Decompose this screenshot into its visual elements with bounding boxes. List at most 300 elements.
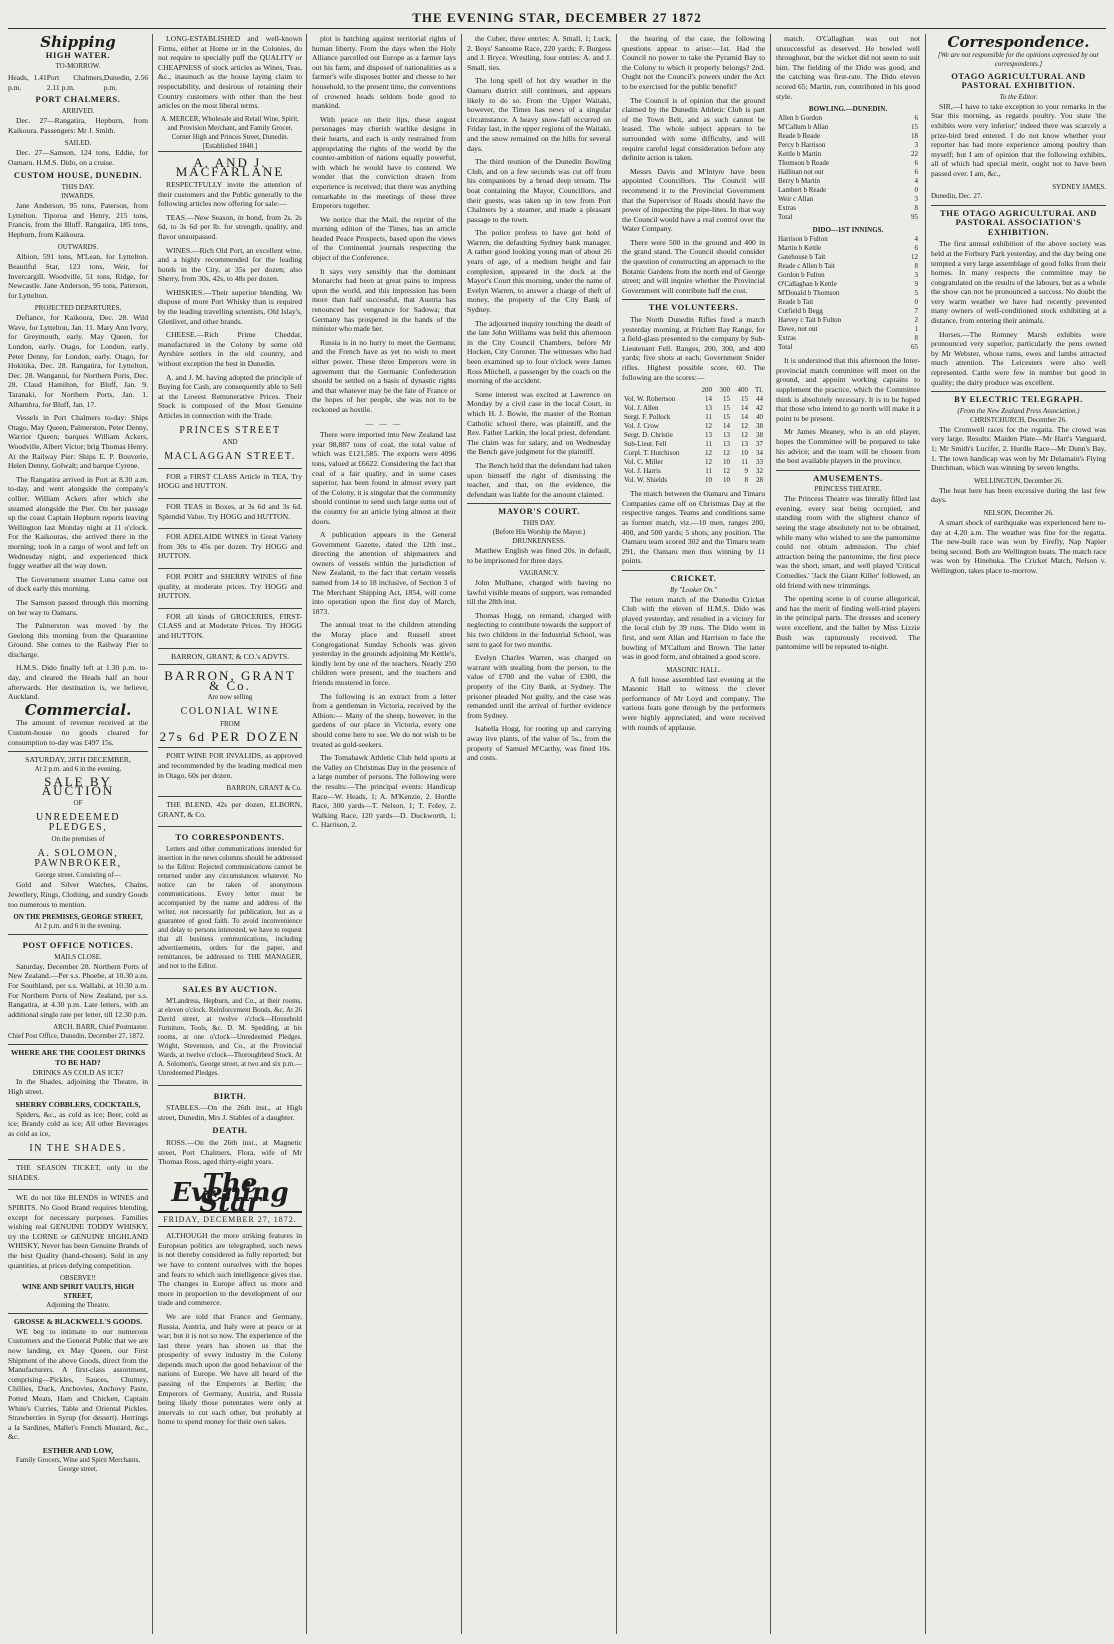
innings-row	[776, 114, 920, 123]
auction-time: At 2 p.m. and 6 in the evening.	[34, 764, 122, 773]
dunedin-innings-heading: BOWLING.—DUNEDIN.	[808, 105, 888, 114]
letter-text: SIR,—I have to take exception to your remarks in the Star this morning, as regards poultry. You state 'the exhibits were very inferior;' indeed there was scarcely a prize-bird bred entered. I do not know whether your reporter has had more experience among poultry than myself; but I am of opinion that the following exhibits, all of which had special merit, ought not to have been passed over. I am, &c.,	[931, 101, 1106, 178]
article-paragraph: The adjourned inquiry touching the death of the late John Williams was held this afternoon in the City Council Chambers, before Mr Hocken, City Coroner. The witnesses who had been examined up to four o'clock were James Ross Mitchell, a passenger by the coach on the morning of the accident.	[467, 318, 611, 386]
innings-cell: 0	[914, 186, 918, 195]
masthead: THE EVENING STAR, DECEMBER 27 1872	[412, 10, 702, 25]
dido-innings-body	[776, 235, 920, 352]
innings-cell: 12	[911, 253, 918, 262]
article-paragraph: The Tomahawk Athletic Club held sports at the Valley on Christmas Day in the presence of a large number of persons. The following were the results:—The principal events: Handicap Race—W. Heads, 1; A. M'Kenzie, 2. Hurdle Race, 300 yards—T. Nelson, 1; T. Foley, 2. Walking Race, 120 yards—D. Duckworth, 1; C. Harrison, 2.	[312, 753, 456, 830]
grocers-address: Family Grocers, Wine and Spirit Merchants, George street.	[15, 1455, 141, 1473]
grocers-advert	[8, 1313, 148, 1476]
article-paragraph: The annual treat to the children attending the Moray place and Russell street Congregational Sunday Schools was given yesterday in the grounds adjoining Mr Kettle's, kindly lent by one of the teachers. Nearly 250 children were present, and the teachers and friends mustered in force.	[312, 620, 456, 687]
innings-cell: Weir c Allan	[778, 195, 814, 204]
tide-table	[8, 73, 148, 92]
score-cell: 11	[741, 458, 749, 467]
post-office-date: Chief Post Office, Dunedin, December 27, 1872.	[8, 1032, 145, 1041]
innings-cell: 95	[911, 213, 918, 222]
innings-cell: 8	[914, 262, 918, 271]
score-header-cell: 200	[701, 386, 712, 395]
innings-cell: 3	[914, 271, 918, 280]
innings-cell: Martin b Kettle	[778, 244, 822, 253]
vaults-location: Adjoining the Theatre.	[46, 1301, 110, 1310]
innings-cell: Allen b Gordon	[778, 114, 822, 123]
shades-location: In the Shades, adjoining the Theatre, in High street.	[8, 1077, 148, 1096]
correspondence-heading: Correspondence.	[947, 34, 1090, 51]
correspondents-heading: TO CORRESPONDENTS.	[175, 832, 285, 843]
article-paragraph: the hearing of the case, the following questions appear to arise:—1st. Had the Council no power to take the Pyramid Bay to the Colony to which it properly belongs? 2nd. Ought not the Council's powers under the Act to be exercised for the public benefit?	[622, 34, 765, 91]
macfarlane-teas: TEAS.—New Season, in bond, from 2s. 2s 6d, to 3s 6d per lb. for strength, quality, and flavor unsurpassed.	[158, 212, 302, 241]
barron-heading: BARRON, GRANT & Co.	[164, 668, 296, 693]
projected-heading: PROJECTED DEPARTURES.	[34, 304, 122, 313]
auction-george: George street. Consisting of—	[35, 871, 121, 880]
article-paragraph: the Cuber, three entries: A. Small, 1; Luck, 2. Boys' Sansome Race, 220 yards: F. Burgess and J. Bryce. Wrestling, four entries: A. and J. Small, ties.	[467, 34, 611, 72]
score-cell: 10	[741, 449, 749, 458]
shades-advert	[8, 1044, 148, 1159]
innings-row	[776, 186, 920, 195]
drunkenness-text: Matthew English was fined 20s. in default, to be imprisoned for three days.	[467, 545, 611, 565]
telegraph-heading: BY ELECTRIC TELEGRAPH.	[931, 391, 1106, 405]
tide-dunedin: Dunedin, 2.56 p.m.	[103, 73, 148, 92]
vagrancy-text: John Mulhane, charged with having no lawful visible means of support, was remanded till the 28th inst.	[467, 578, 611, 607]
invalids-text: PORT WINE FOR INVALIDS, as approved and recommended by the leading medical men in Otago, 60s per dozen.	[158, 751, 302, 780]
drunkenness-heading: DRUNKENNESS.	[512, 536, 566, 545]
maclaggan-street: MACLAGGAN STREET.	[164, 451, 296, 463]
innings-row	[776, 289, 920, 298]
correspondence-note: [We are not responsible for the opinions expressed by our correspondents.]	[937, 50, 1100, 68]
score-cell: 11	[705, 413, 712, 422]
blend-advert	[158, 796, 302, 826]
drinks-answer: DRINKS AS COLD AS ICE?	[32, 1067, 124, 1077]
dunedin-innings-body	[776, 114, 920, 222]
innings-cell: Kettle b Martin	[778, 150, 822, 159]
article-paragraph: With peace on their lips, these august personages may cherish warlike designs in their hearts, and each is only restrained from appropriating the rights of the world by the counter-ambition of nations equally powerful, with which he would have to contend. We wonder that the conviction drawn from experience is received; that there was anything remarkable in the meetings of these three Emperors together.	[312, 114, 456, 211]
mayors-court-heading: MAYOR'S COURT.	[467, 503, 611, 517]
score-cell: 28	[756, 476, 763, 485]
score-cell: 10	[723, 458, 730, 467]
innings-cell: 3	[914, 195, 918, 204]
innings-cell: Harvey c Tait b Fulton	[778, 316, 842, 325]
article-paragraph: The Bench held that the defendant had taken upon himself the right of dismissing the teacher, and that, on the evidence, the defendant was liable for the amount claimed.	[467, 460, 611, 499]
article-paragraph: It says very sensibly that the dominant Monarchs had been at great pains to impress upon the world, and this impression has been more than half successful, that Austria has renounced her vengeance for Sadowa; that Germany has prospered in the hands of the minister who made her.	[312, 266, 456, 334]
leader-paragraph: We are told that France and Germany, Russia, Austria, and Italy were at peace or at war; but it is not so now. The experience of the last three years has shown us that the prosperity of every industry in the Colony depends much upon the good behaviour of the nations of Europe. We have all heard of the passing of the Emperors at Berlin; the Emperors of Germany, Austria, and Russia being likely those potentates were only at intervals to cut each other, but probably at home to spend money for their own sakes.	[158, 1311, 302, 1427]
article-paragraph: The match between the Oamaru and Timaru Companies came off on Christmas Day at the respective ranges. Teams and conditions same as former match, viz.—10 men, ranges 200, 400, and 500 yards; 5 shots, any position. The Oamaru team scored 302 and the Timaru team 291, the Oamaru men thus winning by 11 points.	[622, 489, 765, 566]
score-cell: Vol. C. Miller	[624, 458, 663, 467]
score-cell: Vol. W. Shields	[624, 476, 668, 485]
score-cell: 12	[723, 449, 730, 458]
macfarlane-cheese: CHEESE.—Rich Prime Cheddar, manufactured in the Colony by some old Ayrshire settlers in the old country, and without exception the best in Dunedin.	[158, 330, 302, 369]
innings-cell: Dawe, not out	[778, 325, 818, 334]
score-cell: Sub-Lieut. Fell	[624, 440, 667, 449]
high-water-heading: HIGH WATER.	[45, 49, 111, 60]
score-cell: 12	[741, 422, 749, 431]
column-divider	[461, 34, 462, 1634]
postmaster-name: ARCH. BARR, Chief Postmaster.	[53, 1023, 148, 1032]
column-3	[312, 34, 456, 1634]
barron-wine-advert	[158, 664, 302, 747]
wines-advert	[8, 1189, 148, 1313]
hogg-hutton-groceries: FOR all kinds of GROCERIES, FIRST-CLASS and at Moderate Prices. Try HOGG and HUTTON.	[158, 611, 302, 640]
auction-unredeemed: UNREDEEMED PLEDGES,	[36, 812, 120, 833]
shipping-paragraph: The Palmerston was moved by the Geelong this morning from the Quarantine Ground. She comes to the Railway Pier to discharge.	[8, 621, 148, 659]
post-office-notice	[8, 934, 148, 1044]
cricket-paragraph: match. O'Callaghan was out not unsuccessful as deserved. He bowled well throughout, but the wicket did not seem to suit him. The fielding of the Dido was good, and the catching was first-rate. The Dido eleven scored 65; Martin, run, contributed in his good style.	[776, 34, 920, 101]
innings-cell: 8	[914, 204, 918, 213]
auction-premises: On the premises of	[51, 835, 105, 844]
macfarlane-adopted: A. and J. M. having adopted the principle of Buying for Cash, are consequently able to Sell at the Lowest Remunerative Prices. Their Stock is composed of the Most Genuine Articles in connection with the Trade.	[158, 372, 302, 420]
column-divider	[306, 34, 307, 1634]
innings-row	[776, 280, 920, 289]
innings-cell: Lambert b Reade	[778, 186, 827, 195]
article-paragraph: Some interest was excited at Lawrence on Monday by a civil case in the local Court, in which H. J. Bowie, the master of the Roman Catholic school there, was plaintiff, and the Rev. Father Larkin, the local priest, defendant. The claim was for salary, and on Wednesday the Bench gave judgment for the plaintiff.	[467, 389, 611, 457]
macfarlane-whisky: WHISKIES.—Their superior blending. We dispose of more Port Whisky than is required by the leading travelling scientists, Old Islay's, Glenlivet, and other brands.	[158, 287, 302, 326]
wine-price: 27s 6d PER DOZEN	[159, 728, 301, 744]
paper-date: FRIDAY, DECEMBER 27, 1872.	[158, 1211, 302, 1228]
otago-letter-heading: OTAGO AGRICULTURAL AND PASTORAL EXHIBITION.	[951, 70, 1086, 91]
shipping-paragraph: H.M.S. Dido finally left at 1.30 p.m. to-day, and cleared the Heads half an hour afterwards. Her destination is, we believe, Auckland.	[8, 663, 148, 702]
tide-port: Port Chalmers, 2.11 p.m.	[46, 73, 104, 92]
innings-cell: M'Callum b Allan	[778, 123, 829, 132]
season-advert	[8, 1159, 148, 1189]
cricket-byline: By "Looker On."	[670, 585, 717, 594]
tide-heads: Heads, 1.41 p.m.	[8, 73, 47, 92]
innings-cell: 18	[911, 132, 918, 141]
score-cell: 38	[756, 431, 763, 440]
innings-cell: 4	[914, 177, 918, 186]
macfarlane-wines: WINES.—Rich Old Port, an excellent wine, and a highly recommended for the leading hotels in the City, at 35s per dozen; also Sherry, from 30s, 42s, to 48s per dozen.	[158, 245, 302, 284]
innings-row	[776, 307, 920, 316]
score-cell: 44	[756, 395, 763, 404]
auction-advert	[8, 751, 148, 934]
letter-signature: SYDNEY JAMES.	[1052, 182, 1106, 191]
score-cell: 8	[744, 476, 749, 485]
innings-cell: 8	[914, 334, 918, 343]
score-cell: 12	[704, 458, 712, 467]
innings-cell: Reade c Allen b Tait	[778, 262, 835, 271]
score-row	[622, 422, 765, 431]
birth-text: STABLES.—On the 26th inst., at High street, Dunedin, Mrs J. Stables of a daughter.	[158, 1103, 302, 1122]
grocers-name: ESTHER AND LOW,	[42, 1445, 114, 1455]
masonic-text: A full house assembled last evening at the Masonic Hall to witness the clever performance of Mr Loyd and company. The various feats gone through by the performers were highly appreciated, and were received with rounds of applause.	[622, 674, 765, 732]
innings-cell: M'Donald b Thomson	[778, 289, 840, 298]
barron-advts-label: BARRON, GRANT, & CO.'s ADVTS.	[158, 648, 302, 665]
score-cell: 14	[704, 395, 712, 404]
score-row	[622, 404, 765, 413]
score-cell: 9	[744, 467, 749, 476]
shipping-heading: Shipping	[40, 34, 116, 51]
innings-cell: Extras	[778, 334, 796, 343]
article-paragraph: plot is hatching against territorial rights of human liberty. From the days when the Holy Alliance parcelled out Europe as a farmer lays out his farm, and disposed of nationalities as a farmer's wife disposes butter and cheese to her household, to the present time, the conventions of crowned heads seldom bode good to mankind.	[312, 34, 456, 111]
innings-row	[776, 195, 920, 204]
macfarlane-intro: RESPECTFULLY invite the attention of their customers and the Public generally to the following articles now offering for sale:—	[158, 179, 302, 209]
sales-notice	[158, 978, 302, 1085]
auction-solomon: A. SOLOMON, PAWNBROKER,	[34, 848, 122, 869]
score-cell: 32	[756, 467, 763, 476]
innings-cell: Thomson b Reade	[778, 159, 829, 168]
auction-of: OF	[73, 799, 83, 807]
to-editor: To the Editor.	[999, 92, 1038, 101]
innings-row	[776, 316, 920, 325]
score-row	[622, 431, 765, 440]
amusements-heading: AMUSEMENTS.	[776, 470, 920, 484]
innings-cell: 6	[914, 159, 918, 168]
innings-cell: Gatehouse b Tait	[778, 253, 826, 262]
innings-row	[776, 325, 920, 334]
auction-date: SATURDAY, 28TH DECEMBER,	[25, 755, 131, 765]
article-paragraph: A publication appears in the General Government Gazette, dated the 12th inst., directing the attention of shipmasters and owners of vessels within the jurisdiction of New Zealand, to the fact that certain vessels named from 14 to 18 inclusive, of Section 3 of The Merchant Shipping Act, 1854, will come into operation upon the first day of March, 1873.	[312, 530, 456, 616]
masthead-rule	[8, 28, 1106, 29]
article-paragraph: The following is an extract from a letter from a gentleman in Victoria, received by the Albion:— Many of the sheep, however, in the gardens of our place in Victoria, every one should come here to see. We do not wish to be treated as gold-seekers.	[312, 691, 456, 749]
innings-cell: Reade b Reade	[778, 132, 820, 141]
score-cell: 12	[741, 431, 749, 440]
cricket-text: The return match of the Dunedin Cricket Club with the eleven of H.M.S. Dido was played yesterday, and resulted in a victory for the local club by 39 runs. The Dido went in first, and sent Allan and Harrison to face the bowling of M'Callum and Brown. The latter was in good form, and obtained a good score.	[622, 594, 765, 662]
innings-row	[776, 177, 920, 186]
article-paragraph: There were 500 in the ground and 400 in the grand stand. The Council should consider the question of constructing an approach to the Botanic Gardens from the north end of George street; and will inquire whether the Provincial Government will contribute half the cost.	[622, 237, 765, 295]
tomorrow-label: TO-MORROW.	[55, 62, 101, 71]
volunteers-text: The North Dunedin Rifles fired a match yesterday morning, at Frichett Bay Range, for a field-glass presented to the company by Sub-Lieutenant Fell. Ranges, 200, 300, and 400 yards; five shots at each; Government Snider rifles. Highest possible score, 60. The following are the scores:—	[622, 315, 765, 382]
score-row	[622, 458, 765, 467]
innings-cell: 2	[914, 316, 918, 325]
column-5	[622, 34, 765, 1634]
innings-row	[776, 298, 920, 307]
innings-cell: Gordon b Fulton	[778, 271, 825, 280]
court-paragraph: Evelyn Charles Warren, was charged on warrant with stealing from the person, to the value of £700 and the value of £300, the property of the City Bank, at Sydney. The prisoner pleaded Not guilty, and the case was remanded until the arrival of further evidence from Sydney.	[467, 653, 611, 720]
shipping-paragraph: The Samson passed through this morning on her way to Oamaru.	[8, 597, 148, 617]
now-selling: Are now selling	[207, 693, 253, 702]
score-cell: 33	[756, 458, 763, 467]
shipping-paragraph: The Rangatira arrived in Port at 8.30 a.m. to-day, and went alongside the company's collier. William Ackers after which she steamed alongside the Pier. On her passage up the coast Captain Hepburn reports leaving Wellington last Monday night at 11 o'clock. For the Kaikouras, she arrived there in the morning; took in a cargo of wool and left on Wednesday night, and experienced thick foggy weather all the way down.	[8, 474, 148, 571]
innings-cell: Percy b Harrison	[778, 141, 826, 150]
mercer-established: [Established 1848.]	[202, 141, 258, 150]
innings-row	[776, 244, 920, 253]
article-paragraph: There were imported into New Zealand last year 98,887 tons of coal, the total value of which was £121,585. The exports were 4096 tons, valued at £6622. Considering the fact that coal of a fair quality, and in some cases superior, has been found in almost every part of the Colony, it is singular that the community should continue to send such large sums out of the country for an article lying almost at their doors.	[312, 430, 456, 526]
arrived-text: Dec. 27—Rangatira, Hepburn, from Kaikoura. Passengers: Mr J. Smith.	[8, 115, 148, 135]
innings-cell: 3	[914, 141, 918, 150]
innings-cell: Cutfield b Begg	[778, 307, 823, 316]
nelson-text: A smart shock of earthquake was experienced here to-day at 4.20 a.m. The weather was fine for the regatta. The new-built race was won by Firefly, Nap Napier being second. Both are Wellington boats. The match race was won by Hinehuka. The Cricket Match, Nelson v. Wellington, takes place to-morrow.	[931, 517, 1106, 575]
innings-cell: 4	[914, 235, 918, 244]
innings-row	[776, 334, 920, 343]
hogg-hutton-advert	[158, 468, 302, 498]
score-cell: 10	[723, 476, 730, 485]
score-cell: Sergt. D. Christie	[624, 431, 673, 440]
dunedin-innings-table	[776, 114, 920, 222]
article-paragraph: Messrs Davis and M'Intyre have been appointed Councillors. The Council will recommend it to the Provincial Government that the Supervisor of Roads should have the power of inspecting the pipe-lines. In that way the Council would have a real control over the Water Company.	[622, 166, 765, 234]
projected-text: Defiance, for Kaikoura, Dec. 28. Wild Wave, for Lyttelton, Jan. 11. Mary Ann Ivory, for Greymouth, early. May Queen, for London, early. Otago, for London, early. Peter Denny, for London, early. Otago, for Hokitika, Dec. 28. Rangatira, for Lyttelton, Dec. 28. Wanganui, for Northern Ports, Dec. 28. Claud Hamilton, for Bluff, Jan. 9. Taranaki, for Northern Ports, Jan. 1. Alhambra, for Bluff, Jan. 17.	[8, 313, 148, 409]
article-paragraph: The long spell of hot dry weather in the Oamaru district still continues, and appears likely to do so. From the Upper Waitaki, however, the Times has news of a singular circumstance. A heavy snow-fall occurred on Friday last, in the upper regions of the Waitaki, and the snow remained on the hills for several days.	[467, 76, 611, 153]
shipping-paragraph: The Government steamer Luna came out of dock early this morning.	[8, 574, 148, 594]
innings-row	[776, 168, 920, 177]
innings-row	[776, 235, 920, 244]
innings-row	[776, 262, 920, 271]
mails-text: Saturday, December 28. Northern Ports of New Zealand.—Per s.s. Phoebe, at 10.30 a.m. For Southland, per s.s. Wallabi, at 10.30 a.m. For Northern Ports of New Zealand, per s.s. Rangatira, at 4.30 p.m. Late letters, with an additional single rate per letter, till 12.30 p.m.	[8, 961, 148, 1019]
sherry-heading: SHERRY COBBLERS, COCKTAILS,	[15, 1100, 141, 1110]
score-cell: 42	[756, 404, 763, 413]
innings-cell: Reade b Tait	[778, 298, 814, 307]
innings-row	[776, 132, 920, 141]
paper-title: The Evening Star	[171, 1168, 289, 1218]
innings-cell: Hallinan not out	[778, 168, 824, 177]
letter-date: Dunedin, Dec. 27.	[931, 191, 983, 200]
article-paragraph: The Council is of opinion that the ground claimed by the Dunedin Athletic Club is part of the Town Belt, and as such cannot be leased. The whole subject appears to be surrounded with some difficulty, and will require careful legal consideration before any definite action is taken.	[622, 95, 765, 163]
cricket-heading: CRICKET.	[622, 570, 765, 584]
innings-cell: 65	[911, 343, 918, 352]
mercer-signature: A. MERCER, Wholesale and Retail Wine, Spirit, and Provision Merchant, and Family Grocer, Corner High and Princes Street, Dunedin.	[161, 114, 299, 141]
birth-heading: BIRTH.	[213, 1090, 247, 1101]
post-office-heading: POST OFFICE NOTICES.	[22, 940, 134, 951]
column-divider	[925, 34, 926, 1634]
innings-cell: Extras	[778, 204, 796, 213]
shipping-paragraph: Vessels in Port Chalmers to-day: Ships Otago, May Queen, Palmerston, Peter Denny, Warrior Queen; barques William Ackers, Woodville, Albert Victor; brig Thomas Henry. At the Railway Pier: Ships E. P. Bouverie, Helen Denny, Golwalt; and barque Cyrene.	[8, 413, 148, 471]
column-1	[8, 34, 148, 1634]
score-cell: 13	[741, 440, 749, 449]
theatre-heading: PRINCESS THEATRE.	[814, 485, 882, 494]
hogg-hutton-advert	[158, 568, 302, 608]
score-row	[622, 395, 765, 404]
score-row	[622, 467, 765, 476]
in-the-shades: IN THE SHADES.	[29, 1142, 127, 1154]
hogg-hutton-boxes: FOR TEAS in Boxes, at 3s 6d and 3s 6d. Splendid Value. Try HOGG and HUTTON.	[158, 501, 302, 521]
macfarlane-advert	[158, 151, 302, 468]
innings-cell: 22	[911, 150, 918, 159]
innings-cell: O'Callaghan b Kettle	[778, 280, 837, 289]
court-paragraph: Isabella Hogg, for rooting up and carrying away live plants, of the value of 5s., from the property of Samuel M'Carthy, was fined 10s. and costs.	[467, 724, 611, 763]
innings-cell: 6	[914, 244, 918, 253]
court-paragraph: Thomas Hogg, on remand, charged with neglecting to contribute towards the support of his two children in the Industrial School, was sent to gaol for two months.	[467, 610, 611, 649]
vagrancy-heading: VAGRANCY.	[519, 569, 559, 578]
customs-heading: CUSTOM HOUSE, DUNEDIN.	[13, 170, 143, 181]
score-cell: 11	[705, 440, 712, 449]
score-cell: 11	[705, 467, 712, 476]
wellington-text: The heat here has been excessive during the last few days.	[931, 485, 1106, 505]
correspondents-notice	[158, 826, 302, 978]
christchurch-text: The Cromwell races for the regatta. The crowd was very large. Results: Maiden Plate—Mr Hart's Vanguard, 1; Mr Smith's Lucifer, 2. Hurdle Race—Mr Dunn's Bay, 1. The town handicap was won by Mr Delamain's Flying Dutchman, which was winning by seven lengths.	[931, 424, 1106, 473]
grocers-heading: GROSSE & BLACKWELL'S GOODS.	[13, 1317, 143, 1327]
auction-premises2: ON THE PREMISES, GEORGE STREET,	[13, 913, 143, 922]
score-cell: 34	[756, 449, 763, 458]
christchurch-dateline: CHRISTCHURCH, December 26.	[970, 415, 1067, 424]
innings-row	[776, 253, 920, 262]
sailed-heading: SAILED.	[64, 139, 92, 148]
innings-cell: 6	[914, 114, 918, 123]
score-cell: 15	[723, 404, 730, 413]
sherry-text: Spiders, &c., as cold as ice; Beer, cold as ice; Brandy cold as ice; All other Beverages as cold as ice,	[8, 1109, 148, 1139]
death-text: ROSS.—On the 26th inst., at Magnetic street, Port Chalmers, Flora, wife of Mr Thomas Ross, aged thirty-eight years.	[158, 1138, 302, 1167]
innings-cell: 7	[914, 307, 918, 316]
sailed-text: Dec. 27—Samson, 124 tons, Eddie, for Oamaru. H.M.S. Dido, on a cruise.	[8, 148, 148, 167]
score-header-cell: Tl.	[755, 386, 763, 395]
hogg-hutton-advert	[158, 498, 302, 528]
score-cell: 14	[723, 422, 730, 431]
score-cell: Vol. J. Crow	[624, 422, 659, 431]
exhibition-heading: THE OTAGO AGRICULTURAL AND PASTORAL ASSOCIATION'S EXHIBITION.	[931, 205, 1106, 238]
score-cell: Vol. W. Robertson	[624, 395, 676, 404]
observe-label: OBSERVE!!	[60, 1274, 96, 1283]
innings-row	[776, 204, 920, 213]
score-cell: 14	[741, 413, 749, 422]
column-4	[467, 34, 611, 1634]
invalids-signature: BARRON, GRANT & Co.	[226, 784, 302, 793]
score-row	[622, 449, 765, 458]
colonial-wine: COLONIAL WINE	[180, 706, 280, 718]
vaults-name: WINE AND SPIRIT VAULTS, HIGH STREET,	[22, 1283, 134, 1301]
princes-street: PRINCES STREET	[179, 424, 281, 436]
innings-row	[776, 150, 920, 159]
blend-text: THE BLEND, 42s per dozen, ELBORN, GRANT, & Co.	[158, 800, 302, 819]
auction-time2: At 2 p.m. and 6 in the evening.	[34, 922, 122, 931]
season-ticket: THE SEASON TICKET, only in the SHADES.	[8, 1163, 148, 1182]
score-header-cell	[622, 386, 696, 395]
score-cell: 13	[723, 440, 730, 449]
wines-text: WE do not like BLENDS in WINES and SPIRITS. No Good Brand requires blending, except for necessary purposes. Families wishing real GENUINE TODDY WHISKY, try the LORNE or GENUINE HIGHLAND WHISKY, Never has been Genuine Brands of the best Quality (hand-chosen). Sold in any quantities, at prices defying competition.	[8, 1193, 148, 1270]
birth-notice	[158, 1085, 302, 1174]
innings-row	[776, 123, 920, 132]
hogg-hutton-tea: FOR a FIRST CLASS Article in TEA, Try HOGG and HUTTON.	[158, 471, 302, 491]
article-paragraph: We notice that the Mail, the reprint of the morning edition of the Times, has an article headed Peace Prospects, based upon the views of the Continental journals respecting the object of the Conference.	[312, 214, 456, 263]
auction-goods: Gold and Silver Watches, Chains, Jewellery, Rings, Clothing, and sundry Goods too numerous to mention.	[8, 880, 148, 909]
exhibition-text: The first annual exhibition of the above society was held at the Forbury Park yesterday, and the day being one tempted a very large assemblage of good folks from their homes. In many respects the committee may be congratulated on the results of the labours, but as a whole the show can not be pronounced a success. No doubt the very warm weather we have had recently prevented many owners of well-conditioned stock exhibiting at a distance, from entering their animals.	[931, 239, 1106, 326]
cricket-paragraph: Mr James Meaney, who is an old player, hopes the Committee will be prepared to take his advice; and the team will be chosen from the best available players in the province.	[776, 427, 920, 466]
port-chalmers-heading: PORT CHALMERS.	[35, 94, 121, 105]
innings-row	[776, 343, 920, 352]
hogg-hutton-advert	[158, 528, 302, 568]
score-cell: 38	[756, 422, 763, 431]
hogg-hutton-advert	[158, 608, 302, 648]
score-cell: 12	[704, 422, 712, 431]
exhibition-text: Horses.—The Romney Marsh exhibits were pronounced very superior, particularly the pens owned by Mr Webster, whose rams, ewes and lambs attracted much attention. The Leicesters were also well represented. Cattle were few in number but good in quality; the dairy produce was excellent.	[931, 329, 1106, 387]
arrived-heading: ARRIVED.	[61, 106, 95, 115]
innings-cell: 15	[911, 123, 918, 132]
score-cell: Vol. J. Harris	[624, 467, 661, 476]
innings-row	[776, 213, 920, 222]
score-cell: 37	[756, 440, 763, 449]
hogg-hutton-port: FOR PORT and SHERRY WINES of fine quality, at moderate prices. Try HOGG and HUTTON.	[158, 571, 302, 601]
innings-cell: 9	[914, 280, 918, 289]
sales-heading: SALES BY AUCTION.	[182, 984, 278, 995]
correspondents-text: Letters and other communications intended for insertion in the news columns should be addressed to the Editor. Rejected communications cannot be returned under any circumstances whatever. No notice can be taken of anonymous communications. Every letter must be accompanied by the name and address of the writer, not necessarily for publication, but as a guarantee of good faith. To avoid inconvenience and delay to persons interested, we have to request that all business communications, including advertisements, orders for the paper, and remittances, be addressed to THE MANAGER, and not to the Editor.	[158, 845, 302, 971]
score-cell: Vol. J. Allen	[624, 404, 659, 413]
score-cell: Corpl. T. Hutchison	[624, 449, 680, 458]
score-cell: 15	[741, 395, 749, 404]
dido-innings-heading: DIDO—1ST INNINGS.	[812, 226, 884, 235]
death-heading: DEATH.	[212, 1125, 248, 1136]
sales-text: M'Landress, Hepburn, and Co., at their rooms, at eleven o'clock. Reinforcement Bonds, &c. At 26 David street, at twelve o'clock—Household Furniture, Tools, &c. D. M. Spedding, at his rooms, at one o'clock—Unredeemed Pledges. Wright, Stevenson, and Co., at the Provincial Wards, at twelve o'clock—Thoroughbred Stock. At A. Solomon's, George street, at two and six p.m.—Unredeemed Pledges.	[158, 996, 302, 1077]
score-cell: Sergt. F. Pollock	[624, 413, 671, 422]
innings-cell: 0	[914, 298, 918, 307]
nelson-dateline: NELSON, December 26.	[983, 508, 1054, 517]
mayors-court-day: THIS DAY.	[522, 518, 556, 527]
score-row	[622, 440, 765, 449]
section-divider: — — —	[365, 418, 403, 428]
column-2	[158, 34, 302, 1634]
column-divider	[770, 34, 771, 1634]
innings-cell: 6	[914, 168, 918, 177]
mayors-court-before: (Before His Worship the Mayor.)	[492, 527, 586, 536]
from-label: FROM	[220, 719, 240, 728]
innings-row	[776, 141, 920, 150]
score-cell: 14	[741, 404, 749, 413]
outwards-heading: OUTWARDS.	[57, 243, 99, 252]
innings-cell: 1	[914, 325, 918, 334]
mercer-advert-text: LONG-ESTABLISHED and well-known Firms, either at Home or in the Colonies, do not require to specially puff the QUALITY or CHEAPNESS of stock articles as Wines, Teas, &c., inasmuch as the house laying claim to respectability, and desirous of retaining their Country customers with other than the best articles on the most liberal terms.	[158, 34, 302, 111]
grocers-text: WE beg to intimate to our numerous Customers and the General Public that we are now landing, ex May Queen, our First Shipment of the above Goods, direct from the Manufacturers. A first-class assortment, comprising—Pickles, Sauces, Chutney, Chillies, Duck, Anchovies, Anchovy Paste, Potted Meats, Ham and Chicken, Captain White's Curries, Table and Oriental Pickles. Strawberries in Syrup (for dessert). Herrings a la Sardines, Mallet's French Mustard, &c., &c.	[8, 1326, 148, 1442]
score-cell: 12	[704, 449, 712, 458]
article-paragraph: Russia is in no hurry to meet the Germans; and the French have as yet no wish to meet either power. These three Emperors were in agreement that the Germanic Confederation should be settled on a basis of dynastic rights and that whatever may be the fate of France or the hopes of her people, she was not to be reckoned as hostile.	[312, 337, 456, 414]
score-row	[622, 413, 765, 422]
score-cell: 12	[723, 467, 730, 476]
commercial-text: The amount of revenue received at the Custom-house no goods cleared for consumption to-day was £497 15s.	[8, 718, 148, 747]
leader-paragraph: ALTHOUGH the more striking features in European politics are telegraphed, such news is not thereby considered as fully reported; but we have to content ourselves with the hopes and fears to which such intelligence gives rise. The changes in Europe affect us more and more in proportion to the development of our trade and commerce.	[158, 1231, 302, 1308]
score-cell: 15	[723, 395, 730, 404]
